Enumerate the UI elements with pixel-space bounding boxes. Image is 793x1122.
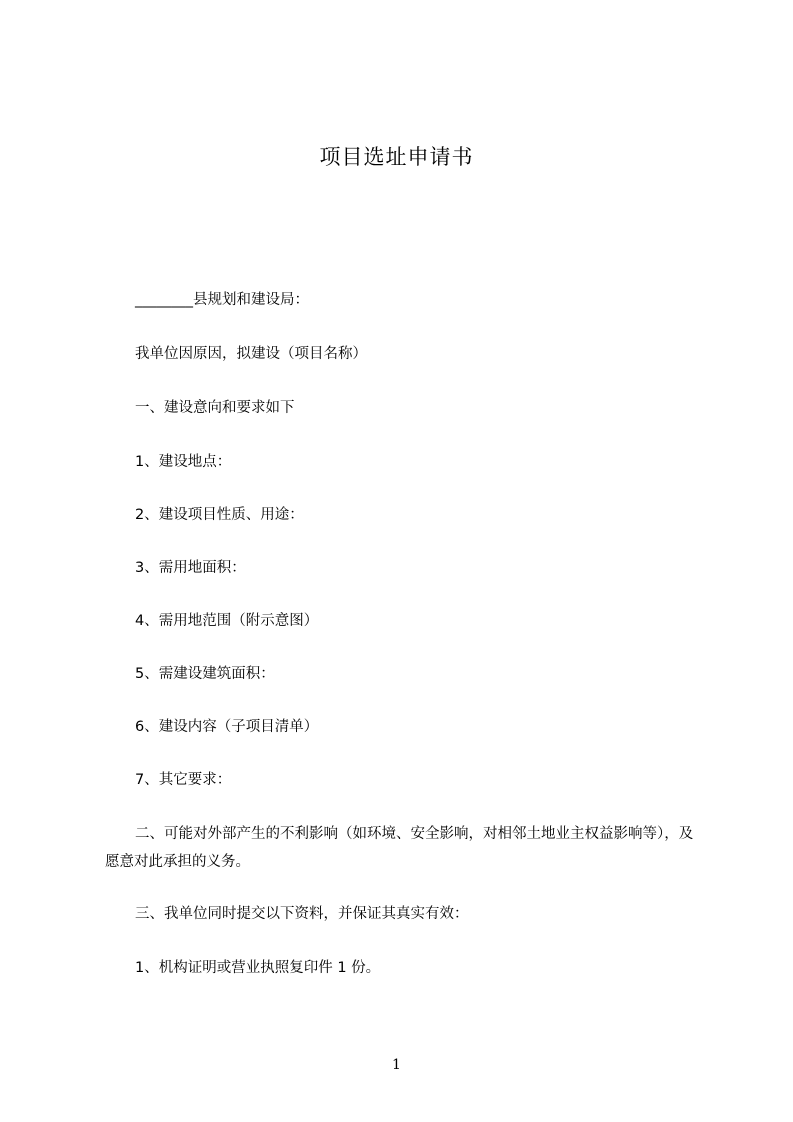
section1-item: 1、建设地点： [135,454,232,470]
section1-heading: 一、建设意向和要求如下 [135,400,295,416]
section1-item: 5、需建设建筑面积： [135,666,275,682]
section3-heading: 三、我单位同时提交以下资料，并保证其真实有效： [135,906,469,922]
document-title: 项目选址申请书 [319,145,474,169]
page-number: 1 [392,1057,401,1073]
section1-item: 4、需用地范围（附示意图） [135,613,319,629]
section1-item: 7、其它要求： [135,772,232,788]
salutation: ________县规划和建设局： [135,292,309,308]
section1-item: 6、建设内容（子项目清单） [135,719,319,735]
intro-line: 我单位因原因，拟建设（项目名称） [135,346,367,362]
section1-item: 3、需用地面积： [135,560,246,576]
section3-item: 1、机构证明或营业执照复印件 1 份。 [135,960,381,976]
section2-paragraph: 二、可能对外部产生的不利影响（如环境、安全影响，对相邻土地业主权益影响等），及愿意对此承担的义务。 [105,826,694,870]
section1-item: 2、建设项目性质、用途： [135,507,304,523]
